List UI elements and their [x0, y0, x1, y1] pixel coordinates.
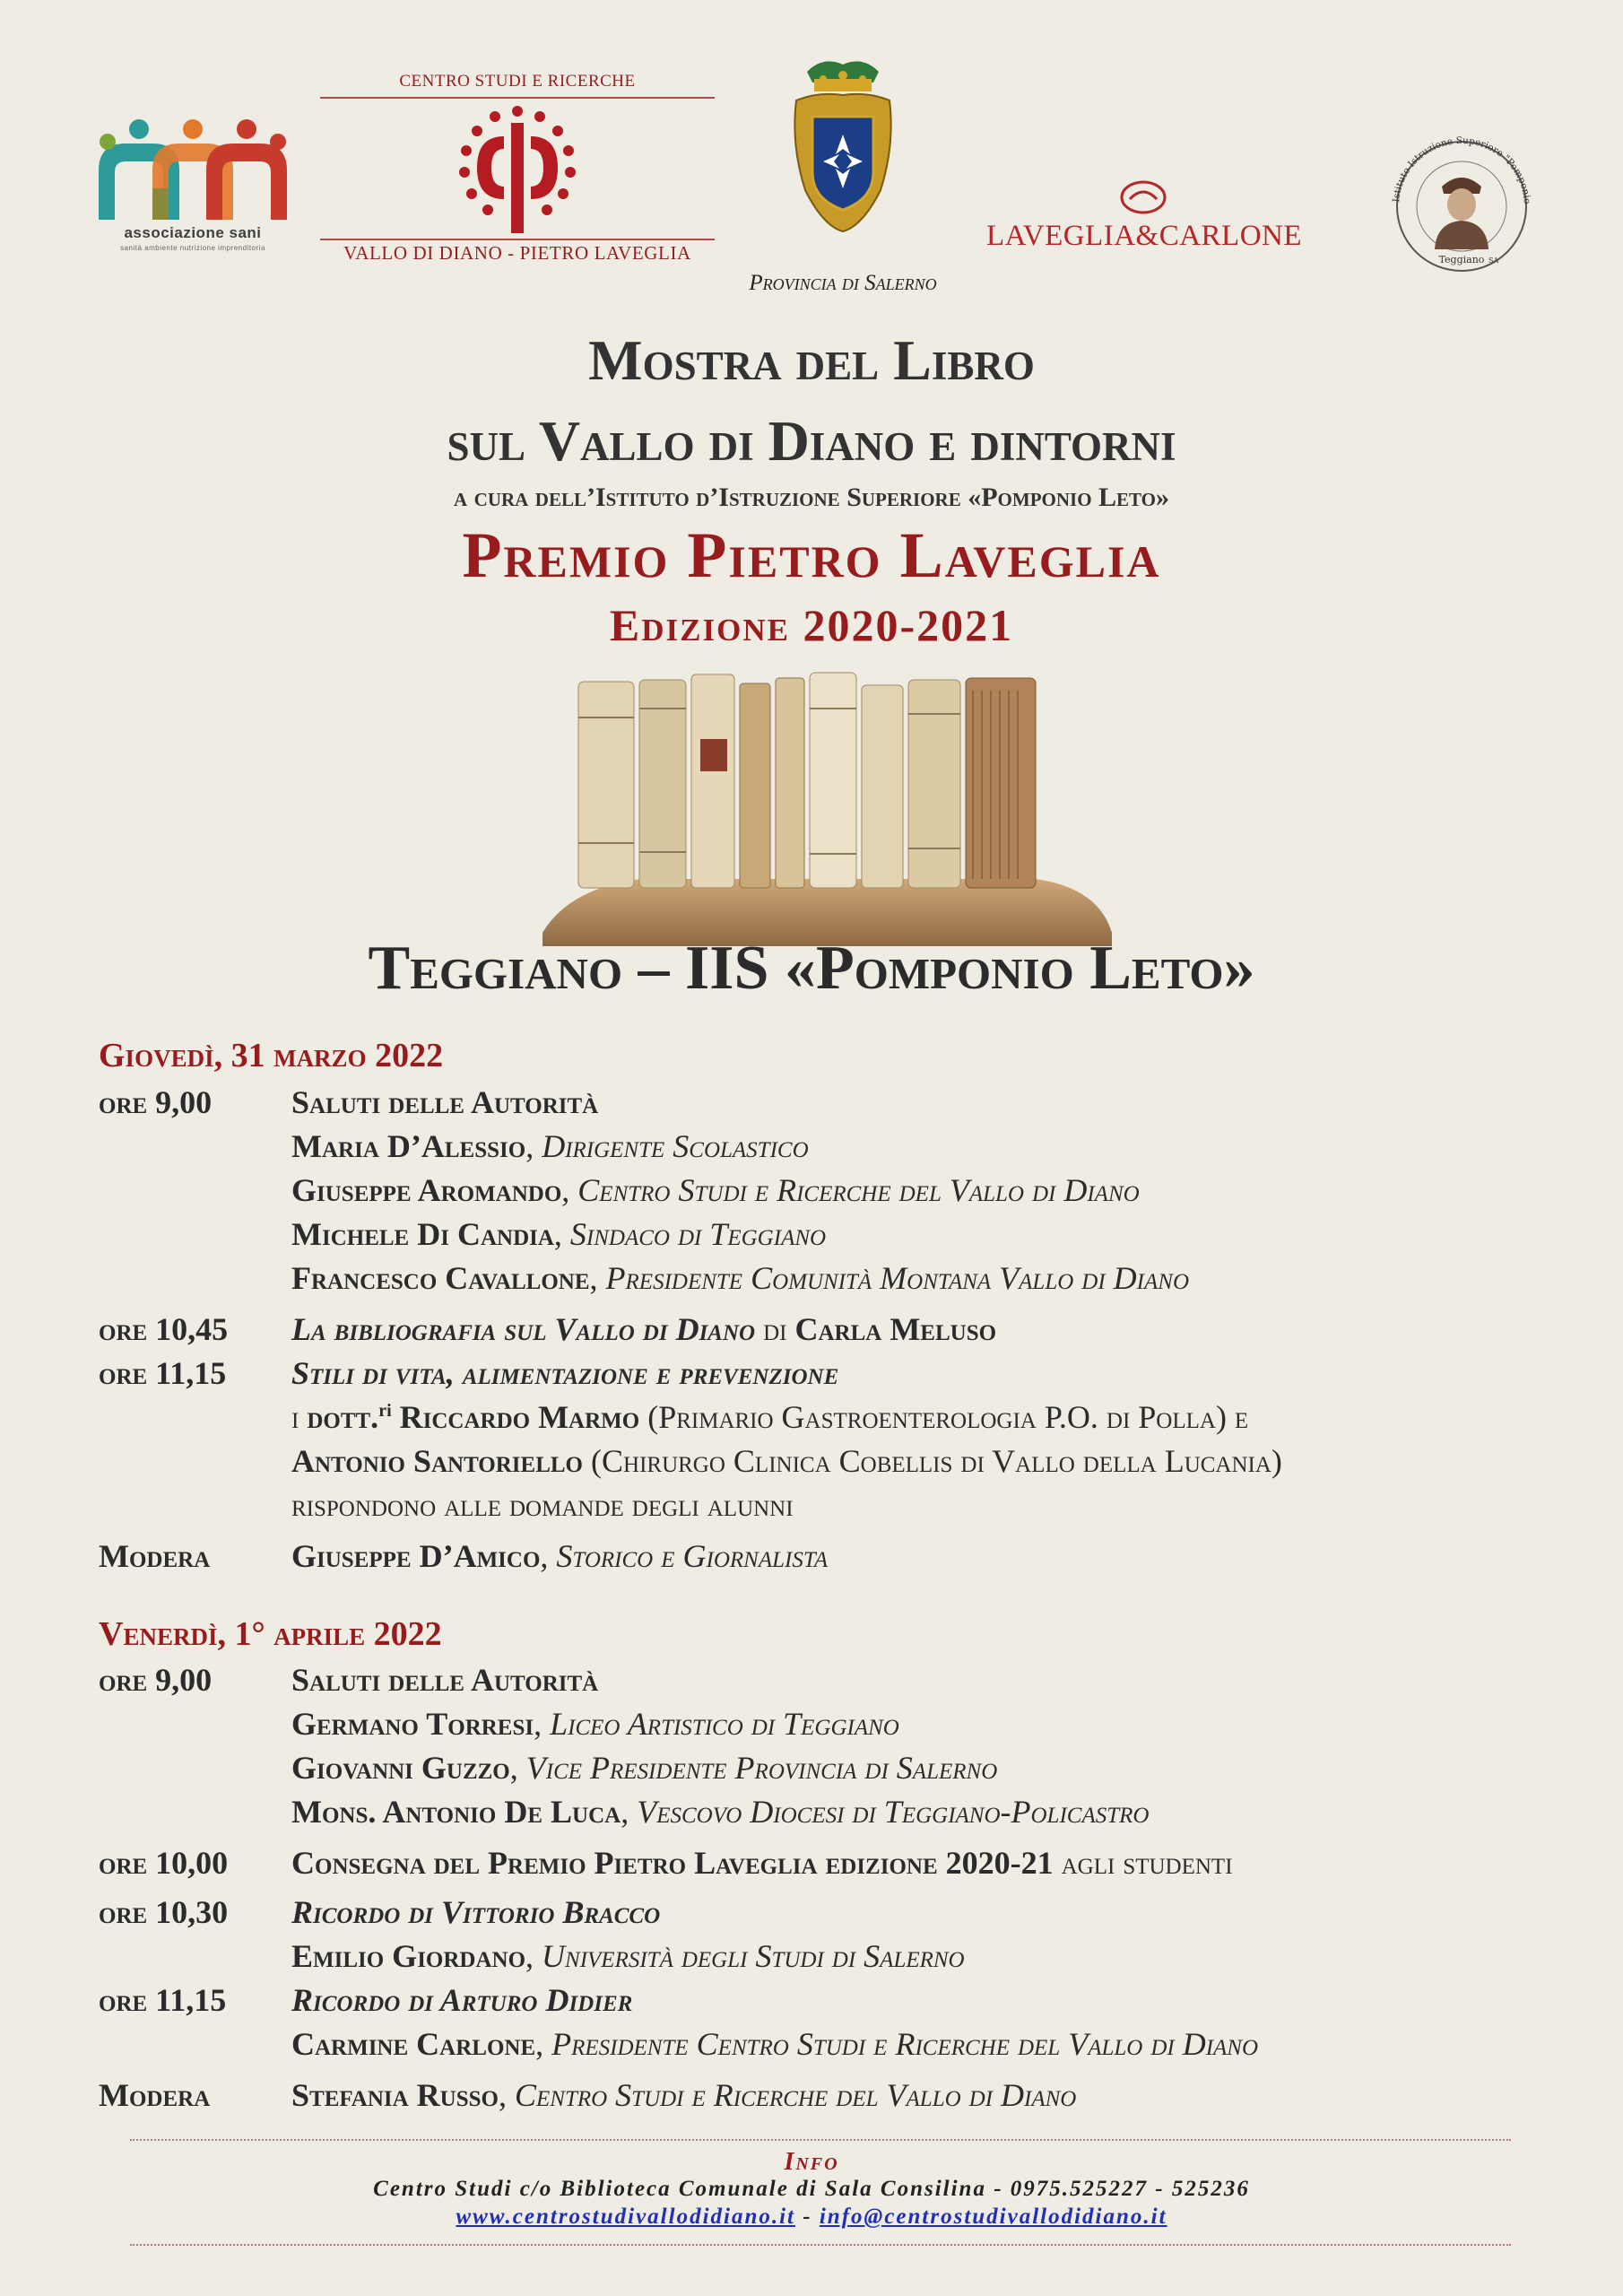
day2-session-4-title: Ricordo di Arturo Didier [291, 1982, 633, 2018]
title-line-1: Mostra del Libro [588, 328, 1035, 392]
day1-time-1: ore 9,00 [99, 1084, 213, 1120]
footer-divider-top [130, 2139, 1511, 2141]
provincia-salerno-logo [717, 56, 968, 307]
day2-time-1: ore 9,00 [99, 1662, 213, 1698]
day1-moderator-label: Modera [99, 1538, 211, 1574]
laveglia-carlone-name: LAVEGLIA&CARLONE [986, 220, 1303, 252]
day1-moderator: Giuseppe D’Amico, Storico e Giornalista [291, 1538, 829, 1574]
footer-email-link[interactable]: info@centrostudivallodidiano.it [819, 2205, 1167, 2229]
title-line-2: sul Vallo di Diano e dintorni [447, 409, 1176, 473]
associazione-sani-logo [90, 117, 296, 260]
centro-studi-logo [320, 72, 715, 269]
day1-date: Giovedì, 31 marzo 2022 [99, 1037, 444, 1074]
day2-session-4-speaker: Carmine Carlone, Presidente Centro Studi e Ricerche del Vallo di Diano [291, 2026, 1259, 2062]
pomponio-leto-seal [1372, 135, 1551, 278]
footer-address: Centro Studi c/o Biblioteca Comunale di Sala Consilina - 0975.525227 - 525236 [373, 2177, 1250, 2201]
footer-contacts: www.centrostudivallodidiano.it - info@centrostudivallodidiano.it [456, 2205, 1167, 2229]
day2-moderator: Stefania Russo, Centro Studi e Ricerche del Vallo di Diano [291, 2077, 1077, 2113]
footer-info-label: Info [784, 2148, 839, 2176]
day2-time-2: ore 10,00 [99, 1845, 229, 1881]
venue-title: Teggiano – IIS «Pomponio Leto» [368, 934, 1255, 1003]
day1-speaker-2: Giuseppe Aromando, Centro Studi e Ricerche del Vallo di Diano [291, 1172, 1140, 1208]
books-illustration-icon [534, 664, 1116, 946]
day1-time-2: ore 10,45 [99, 1311, 229, 1347]
laveglia-carlone-logo [986, 179, 1303, 260]
day1-speaker-3: Michele Di Candia, Sindaco di Teggiano [291, 1216, 827, 1252]
day1-speaker-4: Francesco Cavallone, Presidente Comunità Montana Vallo di Diano [291, 1260, 1189, 1296]
seal-ring-text: Istituto Istruzione Superiore "Pomponio [1391, 135, 1533, 204]
day1-session-1-title: Saluti delle Autorità [291, 1084, 599, 1120]
day1-session-2: La bibliografia sul Vallo di Diano di Carla Meluso [291, 1311, 997, 1347]
day2-date: Venerdì, 1° aprile 2022 [99, 1615, 442, 1653]
centro-studi-rule-bottom [320, 239, 715, 240]
centro-studi-bottom-text: VALLO DI DIANO - PIETRO LAVEGLIA [343, 242, 691, 264]
centro-studi-rule-top [320, 97, 715, 99]
edition-title: Edizione 2020-2021 [609, 600, 1014, 650]
sani-tagline: sanità ambiente nutrizione imprenditoria [120, 244, 265, 252]
day1-speaker-1: Maria D’Alessio, Dirigente Scolastico [291, 1128, 809, 1164]
day2-time-3: ore 10,30 [99, 1894, 229, 1930]
laveglia-carlone-emblem-icon [1119, 179, 1167, 215]
provincia-caption: Provincia di Salerno [749, 271, 937, 295]
day2-session-3-speaker: Emilio Giordano, Università degli Studi di Salerno [291, 1938, 965, 1974]
antique-books-image [534, 664, 1116, 946]
day2-session-1-title: Saluti delle Autorità [291, 1662, 599, 1698]
coat-of-arms-icon [787, 56, 898, 235]
centro-studi-top-text: CENTRO STUDI E RICERCHE [399, 72, 636, 91]
day2-moderator-label: Modera [99, 2077, 211, 2113]
seal-sub-text: SA [1488, 257, 1499, 265]
day1-session-3-line-2: Antonio Santoriello (Chirurgo Clinica Cobellis di Vallo della Lucania) [291, 1443, 1282, 1479]
seal-portrait-icon [1372, 135, 1551, 278]
day1-session-3-line-3: rispondono alle domande degli alunni [291, 1487, 794, 1523]
day2-speaker-1: Germano Torresi, Liceo Artistico di Teggiano [291, 1706, 899, 1742]
prize-title: Premio Pietro Laveglia [462, 519, 1161, 591]
day2-session-3-title: Ricordo di Vittorio Bracco [291, 1894, 661, 1930]
day2-session-2: Consegna del Premio Pietro Laveglia edizione 2020-21 agli studenti [291, 1845, 1233, 1881]
day1-session-3-line-1: i dott.$^{ri}$ Riccardo Marmo (Primario Gastroenterologia P.O. di Polla) e [291, 1399, 1249, 1435]
day1-time-3: ore 11,15 [99, 1355, 227, 1391]
day1-session-3-title: Stili di vita, alimentazione e prevenzione [291, 1355, 839, 1391]
title-curated-by: a cura dell’Istituto d’Istruzione Superiore «Pomponio Leto» [453, 483, 1170, 512]
seal-bottom-text: Teggiano [1438, 254, 1485, 265]
footer-divider-bottom [130, 2244, 1511, 2246]
footer-website-link[interactable]: www.centrostudivallodidiano.it [456, 2205, 796, 2229]
day2-time-4: ore 11,15 [99, 1982, 227, 2018]
day2-speaker-3: Mons. Antonio De Luca, Vescovo Diocesi di Teggiano-Policastro [291, 1794, 1150, 1830]
sani-name: associazione sani [124, 224, 262, 241]
people-arches-icon [90, 117, 296, 220]
day2-speaker-2: Giovanni Guzzo, Vice Presidente Provincia di Salerno [291, 1750, 998, 1786]
dp-monogram-icon [441, 100, 594, 235]
